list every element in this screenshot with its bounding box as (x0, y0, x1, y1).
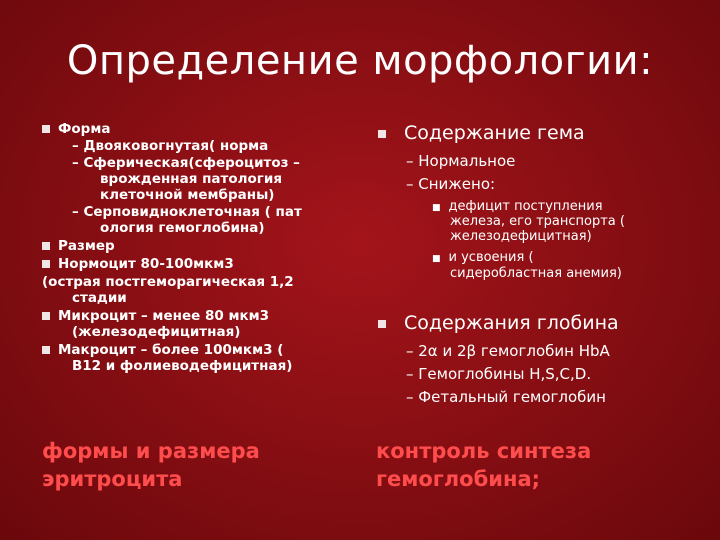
footer-left (42, 437, 260, 493)
dash-item: – Гемоглобины H,S,C,D. (406, 365, 592, 383)
square-bullet-icon (42, 242, 50, 250)
footer-right (376, 437, 591, 493)
sub-bullet-cont: сидеробластная анемия) (450, 266, 622, 281)
dash-item: – 2α и 2β гемоглобин HbA (406, 342, 610, 360)
dash-item-cont: врожденная патология (100, 171, 282, 187)
bullet-normocyte: Нормоцит 80-100мкм3 (42, 257, 234, 272)
dash-item: – Серповидноклеточная ( пат (72, 204, 302, 220)
text-macro-cont: В12 и фолиеводефицитная) (72, 358, 293, 374)
dash-item: – Сферическая(сфероцитоз – (72, 155, 300, 171)
footer-left-line1: формы и размера (42, 439, 260, 463)
bullet-razmer: Размер (42, 239, 115, 254)
bullet-microcyte: Микроцит – менее 80 мкм3 (42, 309, 269, 324)
slide-title: Определение морфологии: (66, 38, 654, 84)
small-square-icon: ■ (432, 254, 441, 264)
heading-globin: Содержания глобина (378, 312, 619, 334)
sub-bullet-cont: железа, его транспорта ( (450, 214, 625, 229)
dash-item-cont: ология гемоглобина) (100, 220, 265, 236)
footer-left-line2: эритроцита (42, 467, 183, 491)
text-ostraya: (острая постгеморагическая 1,2 (42, 274, 294, 290)
dash-item: – Двояковогнутая( норма (72, 138, 269, 154)
small-square-icon: ■ (432, 203, 441, 213)
dash-item: – Снижено: (406, 175, 496, 193)
sub-bullet: ■ и усвоения ( (432, 250, 534, 265)
text-micro-cont: (железодефицитная) (72, 324, 241, 340)
square-bullet-icon (42, 125, 50, 133)
dash-item: – Нормальное (406, 152, 516, 170)
dash-item: – Фетальный гемоглобин (406, 388, 606, 406)
bullet-forma: Форма (42, 122, 110, 137)
dash-item-cont: клеточной мембраны) (100, 187, 275, 203)
square-bullet-icon (42, 346, 50, 354)
square-bullet-icon (378, 130, 386, 138)
square-bullet-icon (42, 260, 50, 268)
square-bullet-icon (378, 320, 386, 328)
heading-gem: Содержание гема (378, 122, 585, 144)
footer-right-line2: гемоглобина; (376, 467, 541, 491)
footer-right-line1: контроль синтеза (376, 439, 592, 463)
sub-bullet-cont: железодефицитная) (450, 229, 592, 244)
square-bullet-icon (42, 312, 50, 320)
sub-bullet: ■ дефицит поступления (432, 199, 603, 214)
bullet-macrocyte: Макроцит – более 100мкм3 ( (42, 343, 283, 358)
text-stadii: стадии (72, 290, 127, 306)
